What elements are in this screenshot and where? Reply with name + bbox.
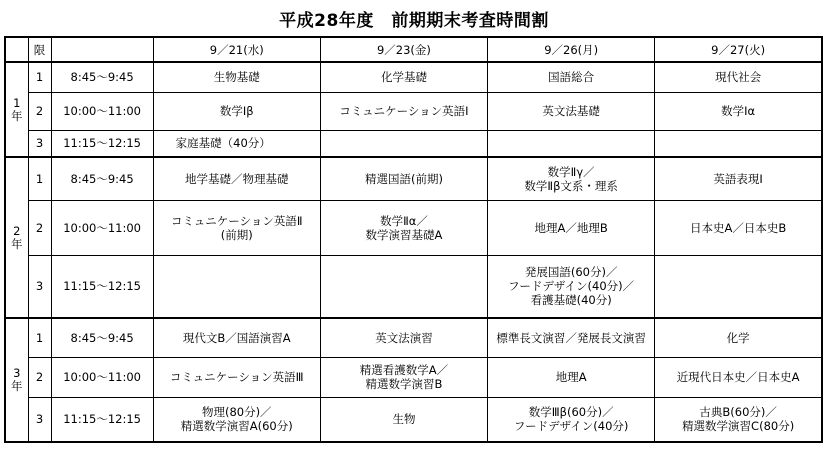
subject-line: 国語総合	[548, 70, 595, 85]
grade-label-line: 年	[11, 108, 23, 123]
time-slot: 10:00～11:00	[51, 357, 153, 397]
subject-line: 数学Ⅱα／	[380, 213, 428, 228]
period-number: 2	[28, 92, 51, 130]
subject-cell	[655, 397, 822, 442]
subject-line: 地学基礎／物理基礎	[185, 171, 289, 186]
subject-line: 精選数学演習A(60分)	[180, 419, 293, 434]
subject-line: 家庭基礎（40分）	[175, 136, 271, 151]
subject-line: 生物基礎	[213, 70, 260, 85]
time-slot: 8:45～9:45	[51, 62, 153, 92]
time-slot: 10:00～11:00	[51, 200, 153, 255]
subject-cell	[488, 157, 655, 200]
time-slot: 11:15～12:15	[51, 397, 153, 442]
subject-line: (前期)	[220, 227, 253, 242]
subject-cell	[488, 255, 655, 318]
time-slot: 11:15～12:15	[51, 130, 153, 157]
subject-line: 英文法基礎	[542, 104, 600, 118]
subject-cell	[320, 92, 487, 130]
subject-line: コミュニケーション英語Ⅱ	[171, 213, 303, 228]
subject-cell	[320, 200, 487, 255]
time-slot: 11:15～12:15	[51, 255, 153, 318]
subject-line: コミュニケーション英語Ⅲ	[169, 370, 304, 384]
period-number: 2	[28, 200, 51, 255]
subject-line: 日本史A／日本史B	[690, 220, 787, 235]
subject-cell	[153, 255, 320, 318]
subject-line: 標準長文演習／発展長文演習	[496, 330, 646, 345]
header-date-cell: 9／27(火)	[655, 37, 822, 62]
subject-line: 発展国語(60分)／	[524, 265, 618, 280]
header-time-cell	[51, 37, 153, 62]
subject-cell	[153, 92, 320, 130]
schedule-row	[5, 157, 822, 200]
header-date-cell: 9／21(水)	[153, 37, 320, 62]
subject-cell	[655, 62, 822, 92]
subject-cell	[655, 255, 822, 318]
subject-line: 地理A	[555, 370, 587, 384]
grade-label-line: 年	[11, 236, 23, 251]
header-date-cell: 9／26(月)	[488, 37, 655, 62]
subject-cell	[488, 318, 655, 357]
subject-cell	[153, 397, 320, 442]
subject-line: 看護基礎(40分)	[530, 293, 612, 308]
period-number: 2	[28, 357, 51, 397]
subject-line: 数学Ⅱγ／	[547, 164, 595, 179]
subject-line: 近現代日本史／日本史A	[676, 370, 800, 384]
subject-line: 数学Ⅰα	[721, 104, 756, 118]
subject-cell	[488, 200, 655, 255]
subject-cell	[488, 397, 655, 442]
schedule-row	[5, 92, 822, 130]
subject-cell	[320, 157, 487, 200]
schedule-row	[5, 200, 822, 255]
subject-cell	[320, 318, 487, 357]
subject-cell	[655, 157, 822, 200]
grade-label-line: 年	[11, 379, 23, 393]
grade-label-line: 2	[13, 223, 21, 238]
header-corner-cell	[5, 37, 28, 62]
schedule-row	[5, 397, 822, 442]
subject-cell	[153, 62, 320, 92]
schedule-row	[5, 130, 822, 157]
schedule-row	[5, 318, 822, 357]
subject-cell	[153, 357, 320, 397]
subject-line: 現代文B／国語演習A	[182, 330, 291, 345]
subject-cell	[320, 62, 487, 92]
subject-line: 英語表現Ⅰ	[713, 171, 763, 186]
subject-line: 生物	[392, 412, 416, 427]
header-gen-cell: 限	[28, 37, 51, 62]
subject-cell	[655, 130, 822, 157]
subject-line: フードデザイン(40分)	[513, 419, 629, 434]
subject-cell	[488, 92, 655, 130]
subject-line: 地理A／地理B	[534, 220, 608, 235]
subject-cell	[320, 255, 487, 318]
subject-cell	[320, 130, 487, 157]
subject-line: フードデザイン(40分)／	[508, 279, 635, 294]
subject-line: 精選数学演習B	[365, 377, 443, 391]
period-number: 3	[28, 255, 51, 318]
subject-cell	[488, 62, 655, 92]
period-number: 3	[28, 397, 51, 442]
period-number: 1	[28, 318, 51, 357]
subject-cell	[488, 357, 655, 397]
time-slot: 8:45～9:45	[51, 157, 153, 200]
subject-line: 物理(80分)／	[201, 405, 272, 420]
subject-line: 数学Ⅰβ	[219, 104, 254, 118]
subject-cell	[153, 318, 320, 357]
subject-line: 数学演習基礎A	[365, 227, 443, 242]
subject-line: 現代社会	[715, 70, 762, 85]
subject-cell	[655, 200, 822, 255]
subject-line: 化学基礎	[380, 70, 427, 85]
header-date-cell: 9／23(金)	[320, 37, 487, 62]
subject-cell	[655, 318, 822, 357]
subject-cell	[488, 130, 655, 157]
subject-line: 化学	[726, 330, 750, 345]
time-slot: 10:00～11:00	[51, 92, 153, 130]
schedule-row	[5, 62, 822, 92]
grade-label	[5, 318, 28, 442]
subject-line: 古典B(60分)／	[699, 405, 777, 420]
period-number: 3	[28, 130, 51, 157]
grade-label-line: 3	[13, 366, 21, 380]
period-number: 1	[28, 157, 51, 200]
subject-line: 精選国語(前期)	[364, 171, 443, 186]
page-title: 平成28年度 前期期末考査時間割	[279, 11, 549, 31]
subject-cell	[320, 397, 487, 442]
exam-schedule-table	[4, 36, 823, 443]
subject-line: 精選数学演習C(80分)	[682, 419, 795, 434]
header-row	[5, 37, 822, 62]
subject-cell	[153, 200, 320, 255]
subject-cell	[153, 157, 320, 200]
subject-line: 数学Ⅲβ(60分)／	[528, 405, 614, 420]
subject-line: 英文法演習	[375, 330, 433, 345]
subject-cell	[320, 357, 487, 397]
subject-cell	[655, 357, 822, 397]
grade-label	[5, 157, 28, 318]
subject-line: 精選看護数学A／	[359, 363, 449, 377]
schedule-row	[5, 357, 822, 397]
subject-line: コミュニケーション英語Ⅰ	[339, 104, 469, 118]
subject-line: 数学Ⅱβ文系・理系	[524, 178, 618, 193]
time-slot: 8:45～9:45	[51, 318, 153, 357]
grade-label-line: 1	[13, 95, 21, 110]
period-number: 1	[28, 62, 51, 92]
grade-label	[5, 62, 28, 157]
schedule-row	[5, 255, 822, 318]
subject-cell	[153, 130, 320, 157]
subject-cell	[655, 92, 822, 130]
